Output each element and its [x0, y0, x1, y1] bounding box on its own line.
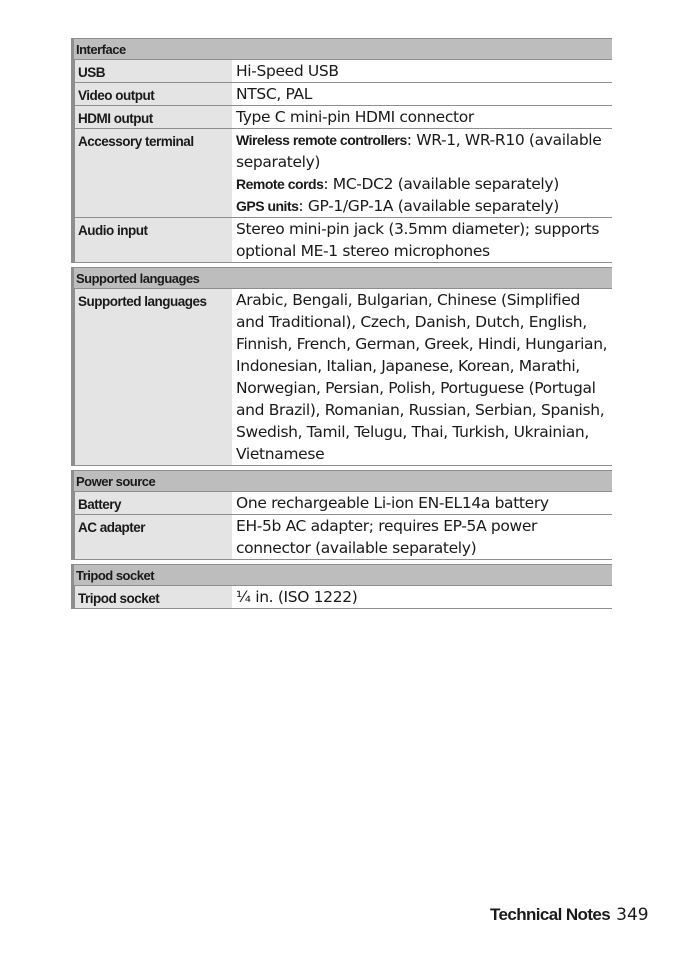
spec-value-line	[236, 173, 612, 195]
spec-value-line	[236, 586, 612, 608]
spec-term: Remote cords	[236, 176, 324, 192]
footer-section-title: Technical Notes	[490, 905, 611, 924]
spec-term: Wireless remote controllers	[236, 132, 407, 148]
spec-value-line	[236, 106, 612, 128]
spec-value-text: ¼ in. (ISO 1222)	[236, 588, 358, 606]
spec-value-line	[236, 218, 612, 262]
spec-value-line	[236, 289, 612, 465]
spec-section	[71, 267, 612, 466]
spec-label: Audio input	[74, 218, 232, 262]
spec-label: Battery	[74, 492, 232, 514]
spec-row	[74, 106, 612, 129]
section-header: Supported languages	[74, 267, 612, 289]
spec-value-text: : WR-1, WR-R10 (available separately)	[236, 131, 602, 171]
spec-value	[232, 60, 612, 82]
spec-value-text: Hi-Speed USB	[236, 62, 339, 80]
spec-label: Tripod socket	[74, 586, 232, 608]
spec-value	[232, 289, 612, 465]
page-footer	[490, 905, 660, 925]
spec-value-line	[236, 195, 612, 217]
spec-value-text: Arabic, Bengali, Bulgarian, Chinese (Simplified and Traditional), Czech, Danish, Dutch, English, Finnish, French, German, Greek, Hindi, Hungarian, Indonesian, Italian, Japanese, Korean, Marathi, Norwegian, Persian, Polish, Portuguese (Portugal and Brazil), Romanian, Russian, Serbian, Spanish, Swedish, Tamil, Telugu, Thai, Turkish, Ukrainian, Vietnamese	[236, 291, 608, 463]
spec-row	[74, 289, 612, 466]
section-header: Interface	[74, 38, 612, 60]
spec-label: Accessory terminal	[74, 129, 232, 217]
spec-label: Supported languages	[74, 289, 232, 465]
spec-section	[71, 470, 612, 560]
spec-value-text: NTSC, PAL	[236, 85, 313, 103]
spec-value	[232, 106, 612, 128]
page-number: 349	[616, 905, 649, 925]
spec-row	[74, 515, 612, 560]
spec-label: AC adapter	[74, 515, 232, 559]
section-header: Power source	[74, 470, 612, 492]
spec-value-line	[236, 60, 612, 82]
spec-label: USB	[74, 60, 232, 82]
spec-value-text: : GP-1/GP-1A (available separately)	[298, 197, 559, 215]
spec-value-text: Type C mini-pin HDMI connector	[236, 108, 474, 126]
spec-table	[71, 38, 612, 613]
spec-value-line	[236, 515, 612, 559]
spec-term: GPS units	[236, 198, 299, 214]
spec-value-text: EH-5b AC adapter; requires EP-5A power connector (available separately)	[236, 517, 538, 557]
spec-value	[232, 515, 612, 559]
spec-value	[232, 129, 612, 217]
spec-row	[74, 83, 612, 106]
spec-section	[71, 38, 612, 263]
section-header: Tripod socket	[74, 564, 612, 586]
spec-value	[232, 586, 612, 608]
spec-label: HDMI output	[74, 106, 232, 128]
spec-value-line	[236, 83, 612, 105]
spec-value-line	[236, 492, 612, 514]
spec-label: Video output	[74, 83, 232, 105]
spec-value	[232, 83, 612, 105]
spec-value	[232, 218, 612, 262]
spec-value-line	[236, 129, 612, 173]
spec-value-text: Stereo mini-pin jack (3.5mm diameter); supports optional ME-1 stereo microphones	[236, 220, 600, 260]
spec-row	[74, 586, 612, 609]
spec-value	[232, 492, 612, 514]
spec-row	[74, 60, 612, 83]
spec-row	[74, 218, 612, 263]
spec-row	[74, 492, 612, 515]
spec-row	[74, 129, 612, 218]
spec-value-text: One rechargeable Li-ion EN-EL14a battery	[236, 494, 549, 512]
spec-value-text: : MC-DC2 (available separately)	[323, 175, 559, 193]
spec-section	[71, 564, 612, 609]
